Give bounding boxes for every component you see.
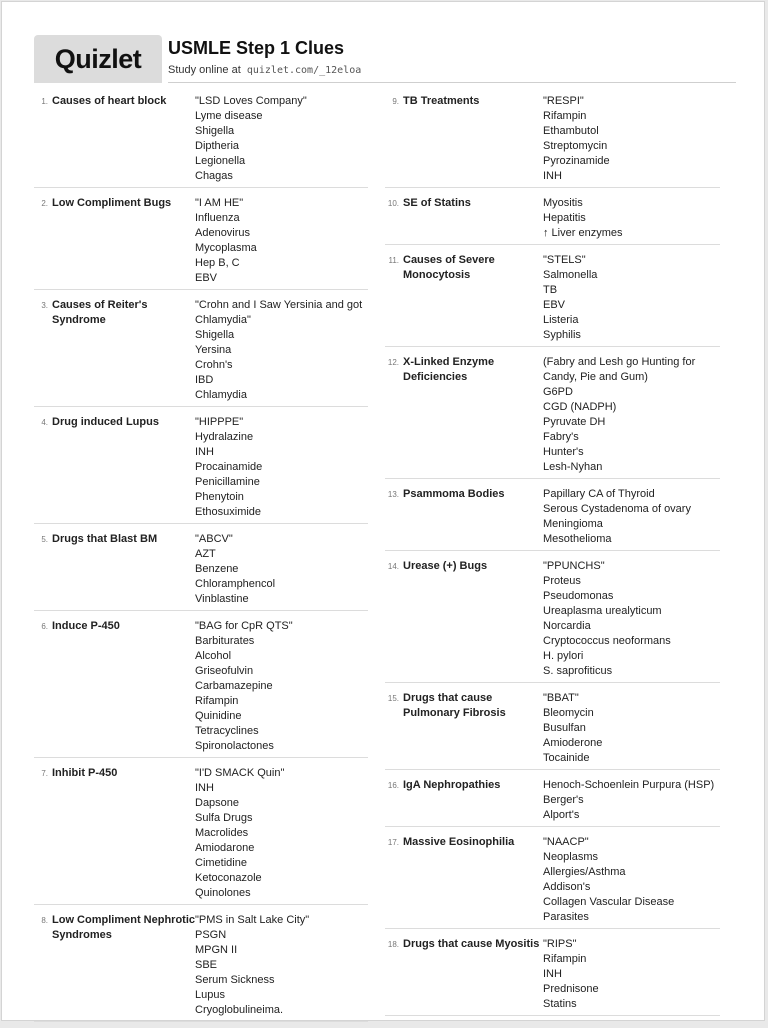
- definition-line: Lyme disease: [195, 110, 263, 122]
- flashcard-row: [385, 833, 720, 929]
- card-term: Massive Eosinophilia: [403, 836, 515, 848]
- definition-line: Pyrozinamide: [543, 155, 610, 167]
- definition-line: PSGN: [195, 929, 227, 941]
- flashcard-row: [34, 413, 368, 524]
- definition-line: Rifampin: [543, 110, 587, 122]
- card-definition: [195, 913, 368, 1018]
- card-number: 3.: [41, 301, 48, 310]
- definition-line: Tocainide: [543, 752, 590, 764]
- flashcard-row: [34, 194, 368, 290]
- definition-line: Crohn's: [195, 359, 233, 371]
- definition-line: Griseofulvin: [195, 665, 254, 677]
- card-term: SE of Statins: [403, 197, 471, 209]
- definition-line: "Crohn and I Saw Yersinia and got Chlamydia": [195, 299, 363, 326]
- definition-line: Berger's: [543, 794, 584, 806]
- definition-line: Carbamazepine: [195, 680, 273, 692]
- definition-line: Adenovirus: [195, 227, 251, 239]
- definition-line: Procainamide: [195, 461, 263, 473]
- card-number: 17.: [387, 838, 399, 847]
- definition-line: "LSD Loves Company": [195, 95, 307, 107]
- definition-line: Meningioma: [543, 518, 603, 530]
- definition-line: "ABCV": [195, 533, 233, 545]
- definition-line: Neoplasms: [543, 851, 599, 863]
- card-term: Psammoma Bodies: [403, 488, 505, 500]
- document-page: [1, 1, 765, 1021]
- card-definition: [543, 691, 720, 766]
- flashcard-row: [385, 689, 720, 770]
- quizlet-logo: Quizlet: [34, 35, 162, 83]
- definition-line: IBD: [195, 374, 214, 386]
- card-term: Low Compliment Bugs: [52, 197, 172, 209]
- card-term: TB Treatments: [403, 95, 480, 107]
- definition-line: Amioderone: [543, 737, 603, 749]
- definition-line: Chlamydia: [195, 389, 247, 401]
- left-column: [34, 92, 368, 1028]
- card-number: 6.: [41, 622, 48, 631]
- definition-line: Ethosuximide: [195, 506, 262, 518]
- card-number: 8.: [41, 916, 48, 925]
- card-number: 4.: [41, 418, 48, 427]
- card-definition: [543, 253, 720, 343]
- definition-line: "RIPS": [543, 938, 577, 950]
- card-term: Inhibit P-450: [52, 767, 118, 779]
- definition-line: Henoch-Schoenlein Purpura (HSP): [543, 779, 715, 791]
- definition-line: CGD (NADPH): [543, 401, 617, 413]
- definition-line: Bleomycin: [543, 707, 594, 719]
- definition-line: "RESPI": [543, 95, 584, 107]
- card-number: 18.: [387, 940, 399, 949]
- header-divider: [168, 82, 736, 83]
- definition-line: Norcardia: [543, 620, 591, 632]
- definition-line: Addison's: [543, 881, 591, 893]
- card-definition: [543, 94, 720, 184]
- definition-line: Serum Sickness: [195, 974, 275, 986]
- definition-line: Vinblastine: [195, 593, 249, 605]
- card-term: Causes of Reiter's Syndrome: [52, 299, 148, 326]
- definition-line: ↑ Liver enzymes: [543, 227, 623, 239]
- definition-line: S. saprofiticus: [543, 665, 613, 677]
- card-term: Induce P-450: [52, 620, 120, 632]
- card-term: Causes of Severe Monocytosis: [403, 254, 495, 281]
- definition-line: Fabry's: [543, 431, 579, 443]
- definition-line: "BAG for CpR QTS": [195, 620, 293, 632]
- definition-line: SBE: [195, 959, 218, 971]
- flashcard-row: [385, 353, 720, 479]
- card-definition: [543, 487, 720, 547]
- flashcard-row: [34, 296, 368, 407]
- card-term: IgA Nephropathies: [403, 779, 501, 791]
- definition-line: Prednisone: [543, 983, 599, 995]
- card-definition: [195, 766, 368, 901]
- definition-line: Syphilis: [543, 329, 581, 341]
- flashcard-row: [385, 485, 720, 551]
- definition-line: Papillary CA of Thyroid: [543, 488, 655, 500]
- definition-line: Hepatitis: [543, 212, 586, 224]
- card-definition: [543, 778, 720, 823]
- card-number: 2.: [41, 199, 48, 208]
- card-definition: [195, 196, 368, 286]
- card-definition: [195, 532, 368, 607]
- definition-line: INH: [195, 446, 214, 458]
- definition-line: G6PD: [543, 386, 573, 398]
- definition-line: Benzene: [195, 563, 239, 575]
- flashcard-row: [34, 764, 368, 905]
- definition-line: Ethambutol: [543, 125, 599, 137]
- definition-line: "PMS in Salt Lake City": [195, 914, 310, 926]
- card-definition: [543, 937, 720, 1012]
- definition-line: Myositis: [543, 197, 583, 209]
- flashcard-row: [385, 194, 720, 245]
- definition-line: Dapsone: [195, 797, 240, 809]
- flashcard-row: [385, 92, 720, 188]
- page-title: USMLE Step 1 Clues: [168, 38, 345, 58]
- definition-line: Allergies/Asthma: [543, 866, 626, 878]
- flashcard-row: [34, 530, 368, 611]
- definition-line: Alcohol: [195, 650, 232, 662]
- card-number: 12.: [387, 358, 399, 367]
- definition-line: "PPUNCHS": [543, 560, 605, 572]
- definition-line: H. pylori: [543, 650, 584, 662]
- card-definition: [195, 94, 368, 184]
- definition-line: Yersina: [195, 344, 232, 356]
- card-definition: [543, 196, 720, 241]
- right-column: [385, 92, 720, 1022]
- definition-line: Cryptococcus neoformans: [543, 635, 671, 647]
- card-term: Urease (+) Bugs: [403, 560, 488, 572]
- definition-line: Pseudomonas: [543, 590, 614, 602]
- definition-line: Sulfa Drugs: [195, 812, 253, 824]
- definition-line: Serous Cystadenoma of ovary: [543, 503, 691, 515]
- card-number: 16.: [387, 781, 399, 790]
- definition-line: MPGN II: [195, 944, 238, 956]
- definition-line: Listeria: [543, 314, 579, 326]
- flashcard-row: [34, 92, 368, 188]
- card-number: 11.: [388, 256, 399, 265]
- definition-line: TB: [543, 284, 558, 296]
- definition-line: INH: [543, 170, 562, 182]
- definition-line: Macrolides: [195, 827, 249, 839]
- definition-line: Tetracyclines: [195, 725, 259, 737]
- definition-line: Cryoglobulineima.: [195, 1004, 284, 1016]
- definition-line: Spironolactones: [195, 740, 274, 752]
- definition-line: Lupus: [195, 989, 225, 1001]
- card-number: 14.: [387, 562, 399, 571]
- definition-line: Shigella: [195, 125, 235, 137]
- page-subtitle: [168, 64, 361, 76]
- definition-line: "BBAT": [543, 692, 579, 704]
- definition-line: Busulfan: [543, 722, 586, 734]
- card-term: Drugs that Blast BM: [52, 533, 158, 545]
- definition-line: Parasites: [543, 911, 589, 923]
- definition-line: Hydralazine: [195, 431, 254, 443]
- study-online-link[interactable]: quizlet.com/_12eloa: [246, 65, 362, 76]
- card-term: Causes of heart block: [52, 95, 167, 107]
- definition-line: INH: [195, 782, 214, 794]
- subtitle-prefix: Study online at: [168, 64, 241, 76]
- definition-line: Quinidine: [195, 710, 242, 722]
- flashcard-row: [385, 935, 720, 1016]
- definition-line: Hunter's: [543, 446, 584, 458]
- definition-line: Legionella: [195, 155, 246, 167]
- card-number: 7.: [41, 769, 48, 778]
- card-definition: [195, 415, 368, 520]
- definition-line: Ketoconazole: [195, 872, 262, 884]
- flashcard-row: [385, 776, 720, 827]
- definition-line: (Fabry and Lesh go Hunting for Candy, Pie and Gum): [543, 356, 696, 383]
- card-definition: [543, 559, 720, 679]
- definition-line: Statins: [543, 998, 577, 1010]
- definition-line: "I AM HE": [195, 197, 244, 209]
- card-number: 5.: [41, 535, 48, 544]
- card-definition: [195, 298, 368, 403]
- card-term: Drugs that cause Myositis: [403, 938, 540, 950]
- definition-line: Chagas: [195, 170, 233, 182]
- card-number: 10.: [387, 199, 399, 208]
- definition-line: Rifampin: [195, 695, 239, 707]
- definition-line: Lesh-Nyhan: [543, 461, 603, 473]
- card-number: 15.: [387, 694, 399, 703]
- definition-line: Proteus: [543, 575, 581, 587]
- definition-line: Mesothelioma: [543, 533, 612, 545]
- definition-line: Collagen Vascular Disease: [543, 896, 675, 908]
- definition-line: Amiodarone: [195, 842, 255, 854]
- definition-line: "HIPPPE": [195, 416, 244, 428]
- flashcard-row: [34, 617, 368, 758]
- definition-line: "STELS": [543, 254, 586, 266]
- definition-line: Quinolones: [195, 887, 251, 899]
- card-number: 9.: [392, 97, 399, 106]
- definition-line: Barbiturates: [195, 635, 255, 647]
- definition-line: AZT: [195, 548, 216, 560]
- card-definition: [543, 835, 720, 925]
- card-number: 13.: [387, 490, 399, 499]
- definition-line: Hep B, C: [195, 257, 240, 269]
- definition-line: INH: [543, 968, 562, 980]
- definition-line: EBV: [543, 299, 566, 311]
- card-number: 1.: [41, 97, 48, 106]
- definition-line: Chloramphencol: [195, 578, 276, 590]
- card-term: Low Compliment Nephrotic Syndromes: [52, 914, 195, 941]
- card-term: X-Linked Enzyme Deficiencies: [403, 356, 495, 383]
- definition-line: Rifampin: [543, 953, 587, 965]
- definition-line: Mycoplasma: [195, 242, 257, 254]
- definition-line: Streptomycin: [543, 140, 608, 152]
- definition-line: Pyruvate DH: [543, 416, 606, 428]
- card-term: Drugs that cause Pulmonary Fibrosis: [403, 692, 506, 719]
- flashcard-row: [385, 557, 720, 683]
- flashcard-row: [385, 251, 720, 347]
- definition-line: Phenytoin: [195, 491, 244, 503]
- definition-line: Alport's: [543, 809, 580, 821]
- card-term: Drug induced Lupus: [52, 416, 159, 428]
- card-definition: [195, 619, 368, 754]
- definition-line: Ureaplasma urealyticum: [543, 605, 662, 617]
- definition-line: Salmonella: [543, 269, 598, 281]
- flashcard-row: [34, 911, 368, 1022]
- card-definition: [543, 355, 720, 475]
- definition-line: "NAACP": [543, 836, 589, 848]
- definition-line: EBV: [195, 272, 218, 284]
- definition-line: Influenza: [195, 212, 240, 224]
- definition-line: Diptheria: [195, 140, 240, 152]
- definition-line: Cimetidine: [195, 857, 247, 869]
- definition-line: "I'D SMACK Quin": [195, 767, 285, 779]
- definition-line: Penicillamine: [195, 476, 260, 488]
- definition-line: Shigella: [195, 329, 235, 341]
